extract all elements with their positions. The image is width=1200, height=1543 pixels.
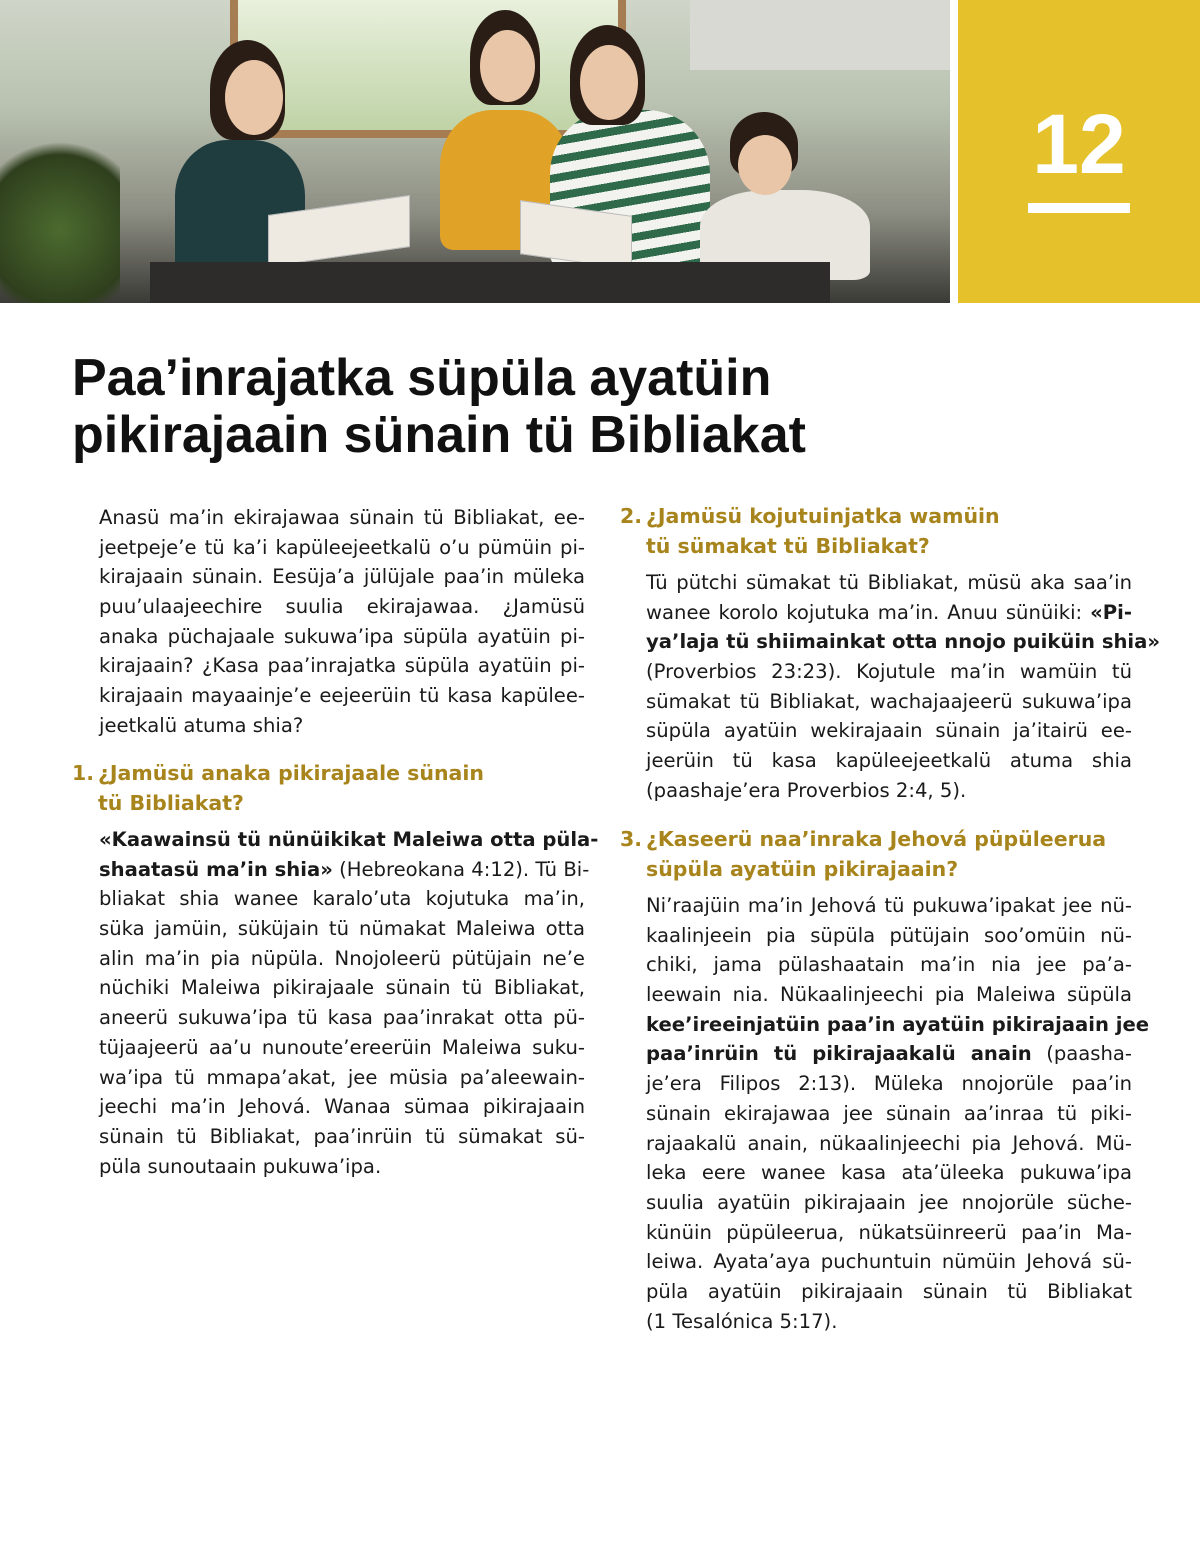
text-line <box>99 503 585 533</box>
kitchen-cabinet <box>690 0 950 70</box>
text-line <box>646 687 1132 717</box>
text-line <box>99 592 585 622</box>
text-line <box>99 1092 585 1122</box>
body-text: kirajaain? ¿Kasa paa’inrajatka süpüla ayatüin pi- <box>99 654 585 678</box>
body-text: aneerü sukuwa’ipa tü kasa paa’inrakat otta pü- <box>99 1006 585 1030</box>
question-line: süpüla ayatüin pikirajaain? <box>646 856 959 881</box>
bold-quote-text: «Pi- <box>1090 600 1132 624</box>
text-line <box>646 1129 1132 1159</box>
face <box>580 45 638 120</box>
body-text: chiki, jama pülashaatain ma’in nia jee pa’a- <box>646 953 1132 977</box>
intro-paragraph <box>99 503 585 741</box>
text-line <box>99 944 585 974</box>
answer-paragraph-2 <box>646 568 1161 806</box>
body-text: nüchiki Maleiwa pikirajaale sünain tü Bibliakat, <box>99 976 585 1000</box>
body-text: leka eere wanee kasa ata’üleeka pukuwa’ipa <box>646 1161 1132 1185</box>
body-text: sünain ekirajawaa jee sünain aa’inraa tü piki- <box>646 1101 1132 1125</box>
body-text: tüjaajeerü aa’u nunoute’ereerüin Maleiwa suku- <box>99 1035 585 1059</box>
text-line <box>646 746 1132 776</box>
question-line: ¿Jamüsü anaka pikirajaale sünain <box>98 761 485 785</box>
body-text: leiwa. Ayata’aya puchuntuin nümüin Jehová sü- <box>646 1250 1132 1274</box>
text-line <box>99 533 585 563</box>
body-text: kirajaain mayaainje’e eejeerüin tü kasa kapülee- <box>99 684 585 708</box>
question-3 <box>620 825 1106 884</box>
text-line <box>646 921 1132 951</box>
text-line <box>646 1010 1150 1040</box>
body-text: Anasü ma’in ekirajawaa sünain tü Bibliakat, ee- <box>99 506 585 529</box>
body-text: künüin püpüleerua, nükatsüinreerü paa’in Ma- <box>646 1220 1132 1244</box>
body-text: alin ma’in pia nüpüla. Nnojoleerü pütüjain ne’e <box>99 946 585 970</box>
text-line <box>99 855 590 885</box>
answer-paragraph-3 <box>646 891 1150 1336</box>
body-text: Tü pütchi sümakat tü Bibliakat, müsü aka saa’in <box>646 571 1132 594</box>
body-text: kaalinjeein pia süpüla pütüjain soo’omüin nü- <box>646 923 1132 947</box>
title-line: pikirajaain sünain tü Bibliakat <box>72 406 806 464</box>
body-text: jeerüin tü kasa kapüleejeetkalü atuma shia <box>646 749 1132 773</box>
text-line <box>646 627 1161 657</box>
text-line <box>646 568 1132 598</box>
chapter-number: 12 <box>1032 97 1126 191</box>
question-line: ¿Jamüsü kojutuinjatka wamüin <box>646 504 1000 528</box>
face <box>225 60 283 135</box>
question-number: 2. <box>620 504 643 528</box>
body-text: anaka püchajaale sukuwa’ipa süpüla ayatüin pi- <box>99 624 585 648</box>
window <box>230 0 626 138</box>
body-text: Ni’raajüin ma’in Jehová tü pukuwa’ipakat jee nü- <box>646 894 1132 917</box>
body-text: (paasha- <box>1031 1042 1132 1066</box>
text-line <box>99 1063 585 1093</box>
text-line <box>99 1033 585 1063</box>
chapter-underline <box>1028 203 1130 213</box>
text-line <box>646 1307 1132 1337</box>
text-line <box>99 681 585 711</box>
body-text: jeechi ma’in Jehová. Wanaa sümaa pikirajaain <box>99 1095 585 1119</box>
body-text: püla sunoutaain pukuwa’ipa. <box>99 1154 382 1178</box>
question-line: ¿Kaseerü naa’inraka Jehová püpüleerua <box>646 827 1107 851</box>
body-text: süka jamüin, süküjain tü nümakat Maleiwa otta <box>99 917 585 941</box>
text-line <box>99 884 585 914</box>
body-text: (Proverbios 23:23). Kojutule ma’in wamüin tü <box>646 660 1132 684</box>
body-text: (Hebreokana 4:12). Tü Bi- <box>332 857 590 881</box>
bold-quote-text: «Kaawainsü tü nünüikikat Maleiwa otta püla- <box>99 828 599 851</box>
text-line <box>646 1099 1132 1129</box>
text-line <box>99 825 599 855</box>
question-1 <box>72 759 484 818</box>
body-text: wanee korolo kojutuka ma’in. Anuu sünüiki: <box>646 600 1091 624</box>
header-photo-family-bible-study <box>0 0 950 303</box>
body-text: puu’ulaajeechire suulia ekirajawaa. ¿Jamüsü <box>99 595 585 619</box>
text-line <box>99 914 585 944</box>
body-text: suulia ayatüin pikirajaain jee nnojorüle süche- <box>646 1190 1132 1214</box>
text-line <box>646 657 1132 687</box>
text-line <box>99 651 585 681</box>
answer-paragraph-1 <box>99 825 599 1181</box>
text-line <box>646 1069 1132 1099</box>
body-text: bliakat shia wanee karalo’uta kojutuka ma’in, <box>99 887 585 911</box>
text-line <box>99 1152 585 1182</box>
text-line <box>99 622 585 652</box>
title-line: Paa’inrajatka süpüla ayatüin <box>72 349 772 407</box>
body-text: (paashaje’era Proverbios 2:4, 5). <box>646 778 967 802</box>
text-line <box>646 1039 1132 1069</box>
text-line <box>646 1247 1132 1277</box>
body-text: sünain tü Bibliakat, paa’inrüin tü sümakat sü- <box>99 1124 585 1148</box>
text-line <box>99 1003 585 1033</box>
text-line <box>646 1218 1132 1248</box>
body-text: wa’ipa tü mmapa’akat, jee müsia pa’aleewain- <box>99 1065 585 1089</box>
text-line <box>646 950 1132 980</box>
page-title <box>72 350 806 464</box>
table <box>150 262 830 303</box>
body-text: jeetkalü atuma shia? <box>99 713 304 737</box>
text-line <box>646 598 1132 628</box>
body-text: jeetpeje’e tü ka’i kapüleejeetkalü o’u pümüin pi- <box>99 535 585 559</box>
body-text: rajaakalü anain, nükaalinjeechi pia Jehová. Mü- <box>646 1131 1132 1155</box>
text-line <box>99 973 585 1003</box>
bold-quote-text: shaatasü ma’in shia» <box>99 857 333 881</box>
chapter-badge <box>958 0 1200 303</box>
plant <box>0 120 120 303</box>
question-2 <box>620 502 1000 561</box>
body-text: (1 Tesalónica 5:17). <box>646 1309 838 1333</box>
body-text: sümakat tü Bibliakat, wachajaajeerü sukuwa’ipa <box>646 689 1132 713</box>
question-line: tü sümakat tü Bibliakat? <box>646 533 930 558</box>
text-line <box>646 1158 1132 1188</box>
bold-quote-text: paa’inrüin tü pikirajaakalü anain <box>646 1042 1032 1066</box>
bold-quote-text: ya’laja tü shiimainkat otta nnojo puiküin shia» <box>646 630 1161 654</box>
text-line <box>99 562 585 592</box>
body-text: je’era Filipos 2:13). Müleka nnojorüle paa’in <box>646 1072 1132 1096</box>
text-line <box>99 1122 585 1152</box>
text-line <box>646 716 1132 746</box>
body-text: püla ayatüin pikirajaain sünain tü Bibliakat <box>646 1279 1132 1303</box>
question-number: 1. <box>72 761 95 785</box>
text-line <box>646 1277 1132 1307</box>
question-line: tü Bibliakat? <box>98 790 244 815</box>
face <box>738 135 792 195</box>
text-line <box>646 980 1132 1010</box>
text-line <box>646 891 1132 921</box>
text-line <box>646 776 1132 806</box>
body-text: kirajaain sünain. Eesüja’a jülüjale paa’in müleka <box>99 565 585 589</box>
text-line <box>99 711 585 741</box>
body-text: leewain nia. Nükaalinjeechi pia Maleiwa süpüla <box>646 983 1132 1007</box>
face <box>480 30 535 102</box>
body-text: süpüla ayatüin wekirajaain sünain ja’itairü ee- <box>646 719 1132 743</box>
text-line <box>646 1188 1132 1218</box>
bold-quote-text: kee’ireeinjatüin paa’in ayatüin pikirajaain jee <box>646 1012 1150 1036</box>
question-number: 3. <box>620 827 643 851</box>
